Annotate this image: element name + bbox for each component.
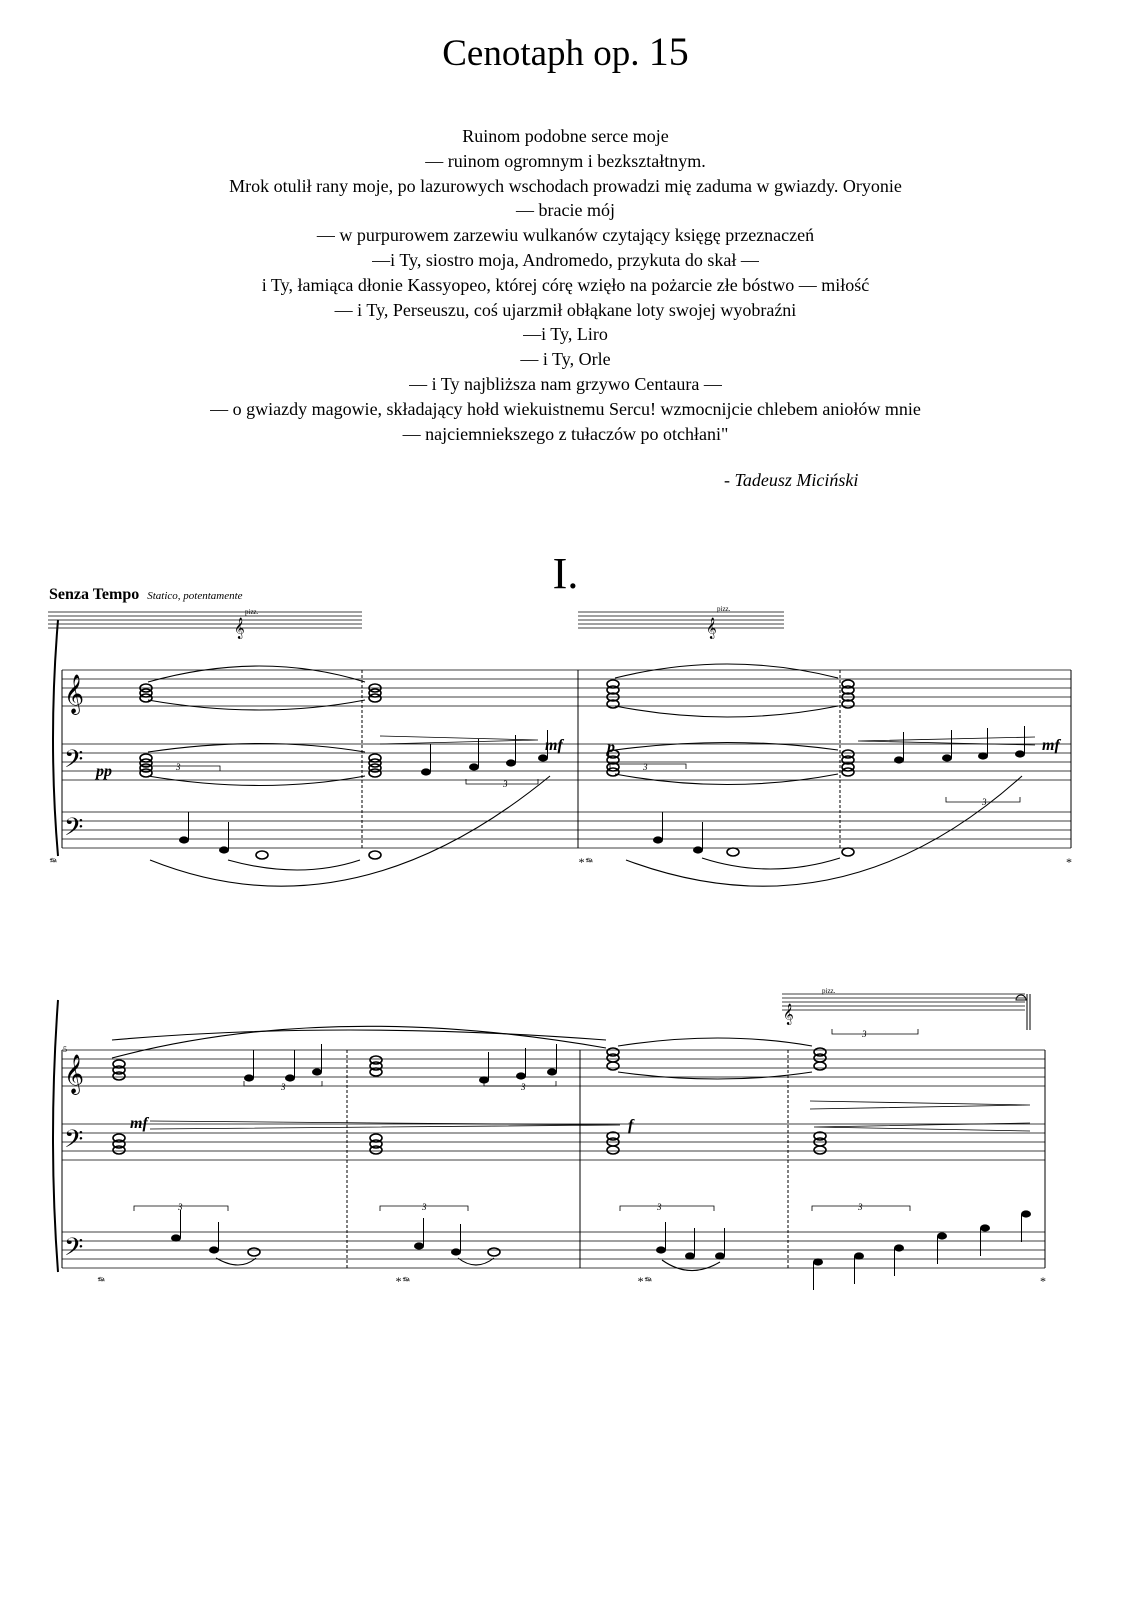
slur bbox=[112, 1026, 606, 1058]
dynamic-mark: mf bbox=[130, 1115, 148, 1132]
whole-note bbox=[488, 1248, 500, 1256]
tuplet-number: 3 bbox=[643, 762, 648, 772]
dynamic-mark: p bbox=[607, 739, 615, 756]
poem-line: — bracie mój bbox=[516, 200, 615, 221]
quarter-note bbox=[715, 1252, 725, 1259]
bass-clef: 𝄢 bbox=[64, 1125, 84, 1160]
quarter-note bbox=[1021, 1210, 1031, 1217]
quarter-note bbox=[209, 1246, 219, 1253]
quarter-note bbox=[469, 763, 479, 770]
treble-clef: 𝄞 bbox=[64, 674, 85, 714]
whole-note bbox=[369, 769, 381, 777]
whole-note bbox=[140, 769, 152, 777]
notes bbox=[113, 680, 1031, 1290]
dynamic-mark: mf bbox=[545, 737, 563, 754]
quarter-note bbox=[171, 1234, 181, 1241]
small-treble-clef: 𝄞 bbox=[783, 1004, 794, 1025]
tie bbox=[228, 860, 360, 870]
quarter-note bbox=[1015, 750, 1025, 757]
poem-line: — w purpurowem zarzewiu wulkanów czytający księgę przeznaczeń bbox=[316, 225, 815, 246]
tie bbox=[148, 776, 365, 786]
poem-line: — i Ty najbliższa nam grzywo Centaura — bbox=[409, 373, 722, 394]
slur bbox=[150, 776, 550, 886]
quarter-note bbox=[547, 1068, 557, 1075]
bass-clef: 𝄢 bbox=[64, 745, 84, 780]
poem-line: i Ty, łamiąca dłonie Kassyopeo, której córę wzięło na pożarcie złe bóstwo — miłość bbox=[261, 274, 870, 295]
quarter-note bbox=[285, 1074, 295, 1081]
title-text: Cenotaph op. bbox=[442, 33, 640, 74]
quarter-note bbox=[980, 1224, 990, 1231]
quarter-note bbox=[894, 1244, 904, 1251]
poem-line: —i Ty, Liro bbox=[523, 324, 608, 345]
tuplet-bracket bbox=[620, 1206, 714, 1211]
whole-note bbox=[369, 694, 381, 702]
tuplet-number: 3 bbox=[422, 1202, 427, 1212]
whole-note bbox=[256, 851, 268, 859]
tuplet-number: 3 bbox=[178, 1202, 183, 1212]
poem-line: —i Ty, siostro moja, Andromedo, przykuta do skał — bbox=[372, 249, 759, 270]
quarter-note bbox=[516, 1072, 526, 1079]
pedal-mark: *𝆮 bbox=[578, 855, 592, 869]
poem-line: — i Ty, Perseuszu, coś ujarzmił obłąkane loty swojej wyobraźni bbox=[334, 299, 797, 320]
tie bbox=[615, 774, 838, 785]
quarter-note bbox=[813, 1258, 823, 1265]
staff-lines bbox=[48, 612, 1071, 1268]
quarter-note bbox=[414, 1242, 424, 1249]
poem-line: — ruinom ogromnym i bezkształtnym. bbox=[425, 150, 706, 171]
tie bbox=[148, 700, 365, 710]
poem-line: Ruinom podobne serce moje bbox=[462, 126, 669, 146]
pedal-mark: 𝆮 bbox=[48, 855, 56, 869]
slur bbox=[112, 1030, 606, 1040]
quarter-note bbox=[656, 1246, 666, 1253]
tie bbox=[615, 706, 838, 717]
whole-note bbox=[814, 1146, 826, 1154]
whole-note bbox=[607, 1062, 619, 1070]
system-brace bbox=[53, 620, 58, 856]
quarter-note bbox=[219, 846, 229, 853]
tie bbox=[148, 666, 365, 682]
whole-note bbox=[369, 851, 381, 859]
slurs-and-ties bbox=[112, 664, 1022, 1271]
tuplet-number: 3 bbox=[281, 1082, 286, 1092]
quarter-note bbox=[937, 1232, 947, 1239]
pizz-label: pizz. bbox=[245, 608, 259, 616]
quarter-note bbox=[693, 846, 703, 853]
pizz-label: pizz. bbox=[822, 987, 836, 995]
measure-number: 5 bbox=[63, 1045, 67, 1054]
tuplet-bracket bbox=[832, 1029, 918, 1034]
tempo-text: Senza Tempo bbox=[49, 586, 140, 603]
quarter-note bbox=[894, 756, 904, 763]
tie bbox=[662, 1260, 720, 1271]
quarter-note bbox=[312, 1068, 322, 1075]
poem-line: — i Ty, Orle bbox=[520, 349, 611, 370]
whole-note bbox=[248, 1248, 260, 1256]
whole-note bbox=[842, 768, 854, 776]
diminuendo-hairpin bbox=[380, 736, 538, 744]
tempo-expression: Statico, potentamente bbox=[147, 590, 243, 602]
system-brace bbox=[53, 1000, 58, 1272]
pedal-mark: 𝆮 bbox=[96, 1274, 104, 1288]
pedal-mark: *𝆮 bbox=[395, 1274, 409, 1288]
pedal-release: * bbox=[1066, 855, 1072, 869]
whole-note bbox=[607, 1146, 619, 1154]
title-opus-number: 15 bbox=[648, 29, 689, 74]
quarter-note bbox=[978, 752, 988, 759]
quarter-note bbox=[506, 759, 516, 766]
tie bbox=[148, 744, 365, 753]
small-treble-clef: 𝄞 bbox=[706, 618, 717, 639]
quarter-note bbox=[685, 1252, 695, 1259]
barlines bbox=[53, 620, 1071, 1272]
fermata-mark bbox=[1016, 995, 1026, 1000]
dynamic-mark: f bbox=[628, 1117, 634, 1134]
tuplet-number: 3 bbox=[862, 1029, 867, 1039]
quarter-note bbox=[451, 1248, 461, 1255]
whole-note bbox=[842, 848, 854, 856]
quarter-note bbox=[179, 836, 189, 843]
pizz-label: pizz. bbox=[717, 605, 731, 613]
bass-clef: 𝄢 bbox=[64, 813, 84, 848]
tuplet-number: 3 bbox=[982, 797, 987, 807]
movement-heading: I. bbox=[552, 549, 579, 598]
diminuendo-hairpin bbox=[810, 1101, 1030, 1109]
slur bbox=[626, 776, 1022, 886]
treble-clef: 𝄞 bbox=[64, 1054, 85, 1094]
poem-line: — najciemniekszego z tułaczów po otchłani" bbox=[402, 423, 729, 444]
tie bbox=[618, 1072, 812, 1079]
tuplet-number: 3 bbox=[858, 1202, 863, 1212]
pedal-mark: *𝆮 bbox=[637, 1274, 651, 1288]
tuplet-bracket bbox=[610, 764, 686, 769]
tuplet-bracket bbox=[484, 1081, 556, 1086]
tuplet-number: 3 bbox=[521, 1082, 526, 1092]
dynamic-mark: pp bbox=[96, 763, 112, 780]
bass-clef: 𝄢 bbox=[64, 1233, 84, 1268]
diminuendo-hairpin bbox=[150, 1121, 620, 1129]
quarter-note bbox=[942, 754, 952, 761]
dynamic-mark: mf bbox=[1042, 737, 1060, 754]
whole-note bbox=[814, 1062, 826, 1070]
whole-note bbox=[727, 848, 739, 856]
tie bbox=[618, 1038, 812, 1046]
quarter-note bbox=[244, 1074, 254, 1081]
tie bbox=[615, 664, 838, 678]
poem-author: - Tadeusz Miciński bbox=[724, 470, 859, 490]
poem-line: Mrok otulił rany moje, po lazurowych wschodach prowadzi mię zaduma w gwiazdy. Oryonie bbox=[229, 175, 902, 196]
hairpins bbox=[134, 736, 1035, 1211]
quarter-note bbox=[653, 836, 663, 843]
pedal-release: * bbox=[1040, 1274, 1046, 1288]
small-treble-clef: 𝄞 bbox=[234, 618, 245, 639]
tuplet-number: 3 bbox=[657, 1202, 662, 1212]
quarter-note bbox=[421, 768, 431, 775]
tie bbox=[702, 858, 840, 869]
tuplet-number: 3 bbox=[176, 762, 181, 772]
poem-line: — o gwiazdy magowie, składający hołd wiekuistnemu Sercu! wzmocnijcie chlebem aniołów mnie bbox=[210, 398, 921, 419]
quarter-note bbox=[538, 754, 548, 761]
quarter-note bbox=[854, 1252, 864, 1259]
tuplet-number: 3 bbox=[503, 779, 508, 789]
